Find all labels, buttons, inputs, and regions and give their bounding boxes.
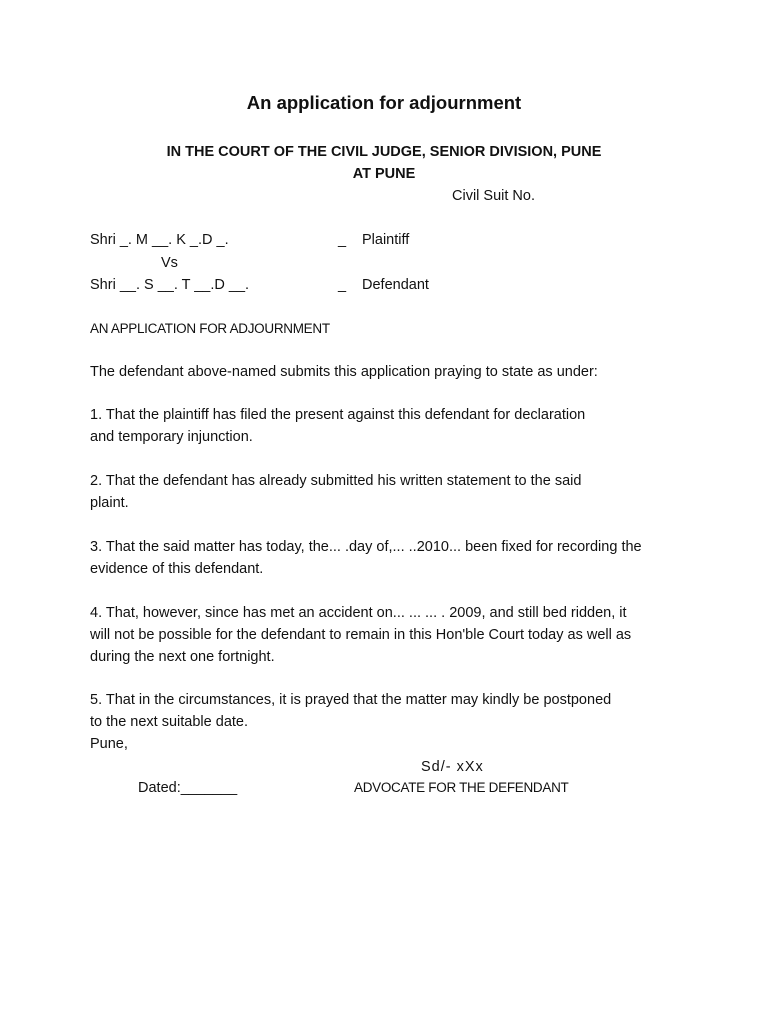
- signature-line: Sd/- xXx: [421, 759, 484, 775]
- document-title: An application for adjournment: [246, 92, 522, 113]
- defendant-label: Defendant: [362, 277, 429, 293]
- court-line-1: IN THE COURT OF THE CIVIL JUDGE, SENIOR DIVISION, PUNE: [166, 144, 602, 160]
- place-label: Pune,: [90, 736, 128, 752]
- plaintiff-dash: _: [338, 232, 347, 248]
- dated-line: Dated:_______: [138, 780, 238, 796]
- paragraph-3: 3. That the said matter has today, the... .day of,... ..2010... been fixed for recording the evidence of this defendant.: [90, 539, 642, 577]
- plaintiff-label: Plaintiff: [362, 232, 410, 248]
- versus-label: Vs: [161, 255, 178, 271]
- paragraph-4: 4. That, however, since has met an accident on... ... ... . 2009, and still bed ridden, it will not be possible for the defendant to remain in this Hon'ble Court today as well as during the next one fortnight.: [90, 605, 632, 665]
- paragraph-5: 5. That in the circumstances, it is prayed that the matter may kindly be postponed to the next suitable date.: [90, 692, 612, 730]
- application-heading: AN APPLICATION FOR ADJOURNMENT: [90, 321, 330, 336]
- defendant-name: Shri __. S __. T __.D __.: [90, 277, 250, 293]
- paragraph-1: 1. That the plaintiff has filed the present against this defendant for declaration and temporary injunction.: [90, 407, 586, 445]
- civil-suit-number: Civil Suit No.: [452, 188, 535, 204]
- plaintiff-name: Shri _. M __. K _.D _.: [90, 232, 229, 248]
- paragraph-2: 2. That the defendant has already submitted his written statement to the said plaint.: [90, 473, 582, 511]
- court-line-2: AT PUNE: [352, 166, 416, 182]
- intro-paragraph: The defendant above-named submits this application praying to state as under:: [90, 364, 598, 380]
- defendant-dash: _: [338, 277, 347, 293]
- advocate-label: ADVOCATE FOR THE DEFENDANT: [354, 780, 569, 795]
